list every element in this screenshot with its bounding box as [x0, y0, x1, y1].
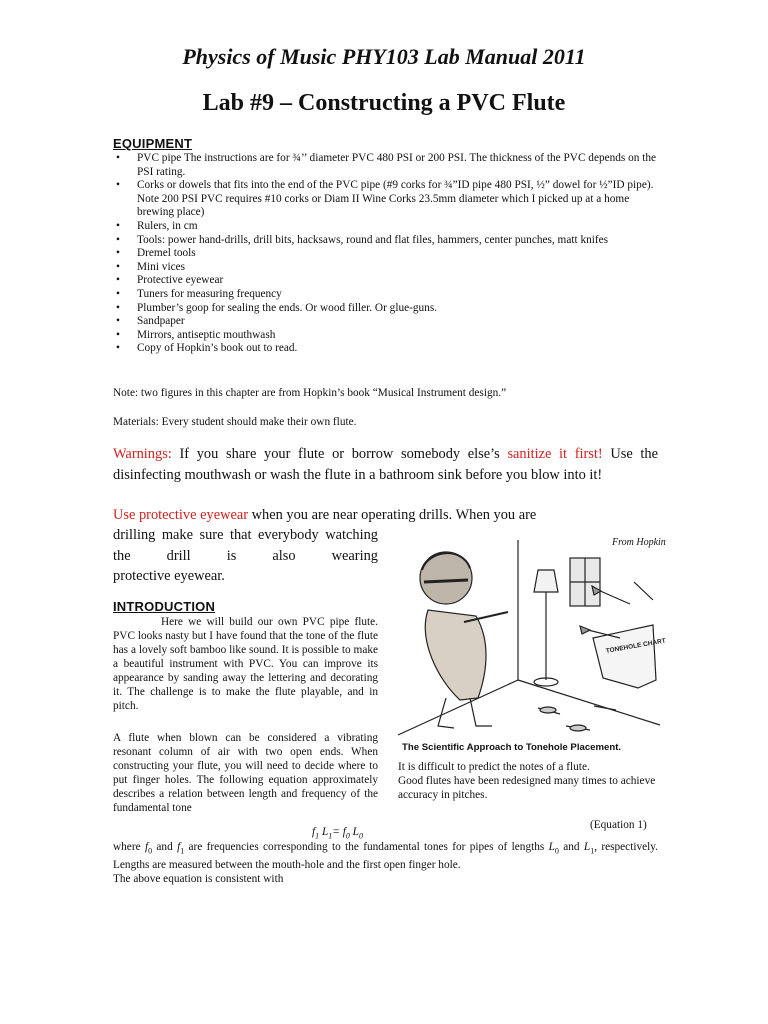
list-item: • Copy of Hopkin’s book out to read.: [116, 342, 298, 355]
sanitize-warning: sanitize it first!: [507, 446, 603, 462]
eyewear-warning-end: protective eyewear.: [113, 568, 225, 584]
warnings-paragraph: Warnings: If you share your flute or borrow somebody else’s sanitize it first! Use the disinfecting mouthwash or wash the flute in a bathroom sink before you blow into it!: [113, 446, 658, 483]
side-note: It is difficult to predict the notes of a flute. Good flutes have been redesigned many times to achieve accuracy in pitches.: [398, 761, 656, 801]
introduction-heading: INTRODUCTION: [113, 599, 216, 614]
list-item: • Rulers, in cm: [116, 219, 198, 232]
figure-credit: From Hopkin: [612, 537, 666, 548]
list-item: • Dremel tools: [116, 247, 196, 260]
tonehole-cartoon-figure: [398, 530, 667, 740]
bullet-icon: •: [116, 179, 120, 192]
materials-note: Materials: Every student should make their own flute.: [113, 416, 357, 428]
intro-paragraph-1: Here we will build our own PVC pipe flute. PVC looks nasty but I have found that the tone of the flute has a lovely soft bamboo like sound. It is possible to make a beautiful instrument with PVC. You can improve its appearance by sanding away the lettering and decorating it. The challenge is to make the flute playable, and in pitch.: [113, 616, 378, 712]
bullet-icon: •: [116, 152, 120, 164]
bullet-icon: •: [116, 328, 120, 341]
list-item: • Sandpaper: [116, 315, 185, 328]
running-header: Physics of Music PHY103 Lab Manual 2011: [182, 44, 586, 69]
list-item: • Mirrors, antiseptic mouthwash: [116, 328, 276, 341]
eyewear-warning-line: Use protective eyewear when you are near operating drills. When you are: [113, 507, 537, 523]
list-item: • Plumber’s goop for sealing the ends. Or wood filler. Or glue-guns.: [116, 301, 438, 314]
bullet-icon: •: [116, 247, 120, 260]
eyewear-warning-continued: drilling make sure that everybody watching the drill is also wearing: [113, 527, 378, 564]
equation-label: (Equation 1): [590, 819, 647, 831]
list-item: • Tuners for measuring frequency: [116, 287, 282, 300]
equation-1: $f_1$ $L_1= f_0$ $L_0$: [312, 826, 363, 841]
bullet-icon: •: [116, 233, 120, 246]
list-item: • Corks or dowels that fits into the end of the PVC pipe (#9 corks for ¾”ID pipe 480 PSI, ½” dowel for ½”ID pipe). Note 200 PSI PVC requires #10 corks or Diam II Wine Corks 23.5mm diameter which I picked up at a home brewing place): [116, 179, 654, 219]
bullet-icon: •: [116, 315, 120, 328]
bullet-icon: •: [116, 274, 120, 287]
equation-explanation: where $f_0$ and $f_1$ are frequencies corresponding to the fundamental tones for pipes of lengths $L_0$ and $L_1$, respectively. Lengths are measured between the mouth-hole and the first open finger hole. The above equation is consistent with: [113, 841, 659, 886]
list-item: • PVC pipe The instructions are for ¾’’ diameter PVC 480 PSI or 200 PSI. The thickness of the PVC depends on the PSI rating.: [116, 152, 657, 178]
equipment-list: [113, 152, 658, 356]
figure-caption: The Scientific Approach to Tonehole Placement.: [402, 742, 622, 753]
bullet-icon: •: [116, 287, 120, 300]
list-item: • Protective eyewear: [116, 274, 224, 287]
page-title: Lab #9 – Constructing a PVC Flute: [202, 90, 566, 116]
equipment-heading: EQUIPMENT: [113, 136, 193, 151]
chart-sign-text: TONEHOLE CHART: [605, 637, 667, 655]
warnings-label: Warnings:: [113, 446, 172, 462]
bullet-icon: •: [116, 260, 120, 273]
bullet-icon: •: [116, 342, 120, 355]
bullet-icon: •: [116, 301, 120, 314]
eyewear-warning: Use protective eyewear: [113, 507, 249, 523]
list-item: • Tools: power hand-drills, drill bits, hacksaws, round and flat files, hammers, center punches, matt knifes: [116, 233, 609, 246]
bullet-icon: •: [116, 219, 120, 232]
figure-source-note: Note: two figures in this chapter are from Hopkin’s book “Musical Instrument design.”: [113, 387, 507, 399]
intro-paragraph-2: A flute when blown can be considered a vibrating resonant column of air with two open ends. When constructing your flute, you will need to decide where to put finger holes. The following equation approximately describes a relation between length and frequency of the fundamental tone: [113, 732, 378, 814]
list-item: • Mini vices: [116, 260, 186, 273]
